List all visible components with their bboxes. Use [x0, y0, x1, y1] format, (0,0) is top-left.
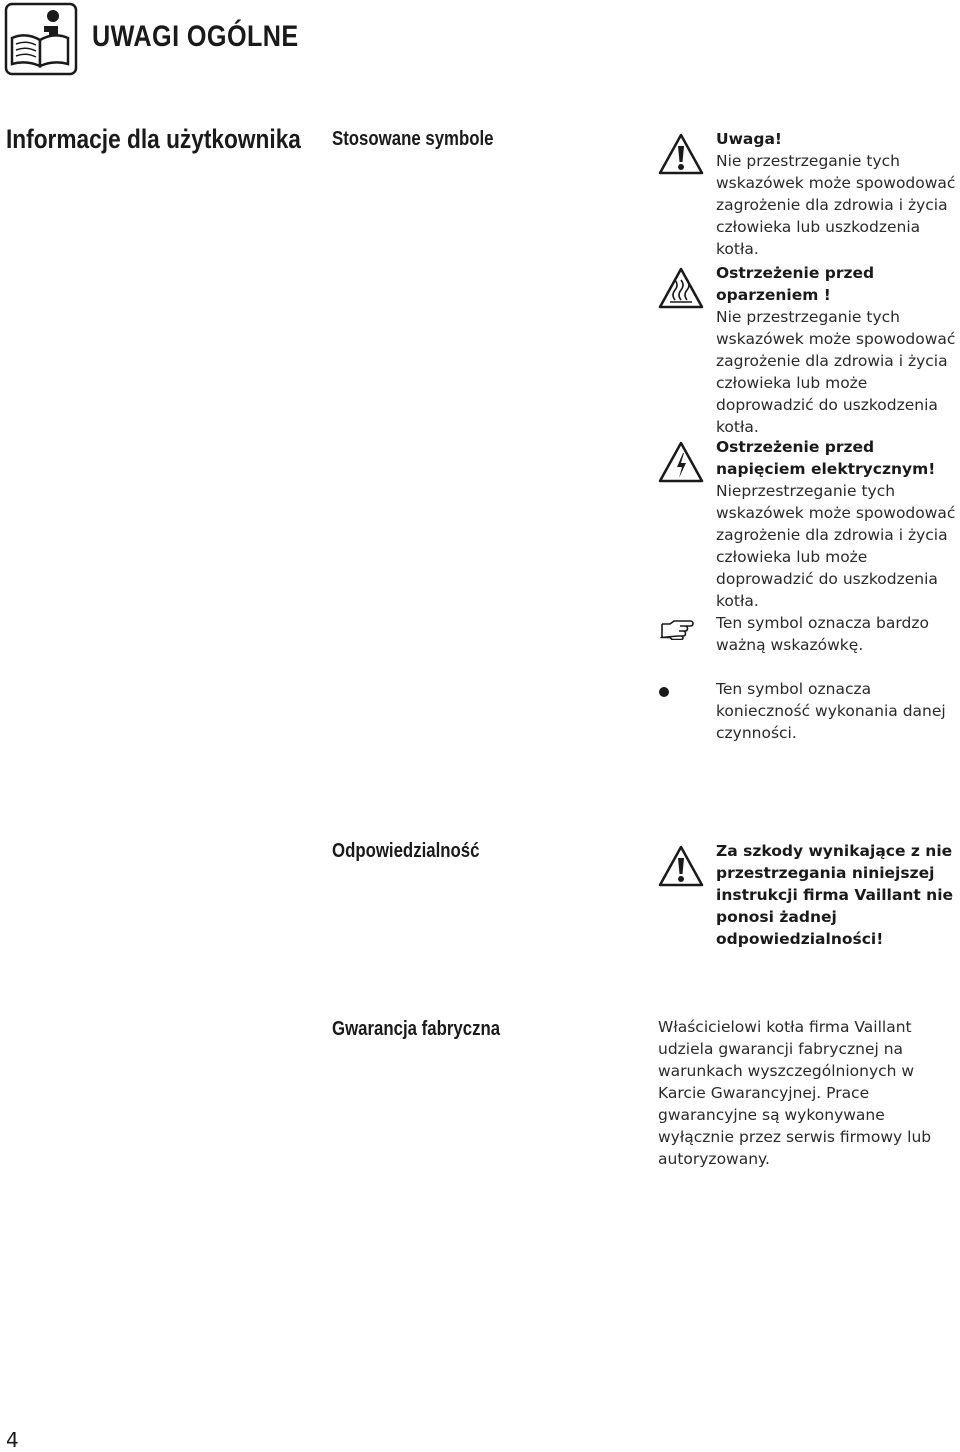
hot-surface-icon — [658, 266, 704, 310]
symbol-title: Ostrzeżenie przed oparzeniem ! — [716, 264, 875, 304]
warranty-text: Właścicielowi kotła firma Vaillant udziela gwarancji fabrycznej na warunkach wyszczególnionych w Karcie Gwarancyjnej. Prace gwarancyjne są wykonywane wyłącznie przez serwis firmowy lub autoryzowany. — [658, 1018, 932, 1168]
symbol-title: Ostrzeżenie przed napięciem elektrycznym! — [716, 438, 936, 478]
symbol-description: Nieprzestrzeganie tych wskazówek może spowodować zagrożenie dla zdrowia i życia człowieka lub może doprowadzić do uszkodzenia kotła. — [716, 482, 956, 610]
page-number: 4 — [6, 1428, 19, 1452]
warranty-heading: Gwarancja fabryczna — [332, 1018, 501, 1040]
symbols-heading: Stosowane symbole — [332, 128, 494, 150]
symbol-entry-action: Ten symbol oznacza konieczność wykonania danej czynności. — [716, 680, 946, 742]
info-book-icon — [4, 2, 78, 76]
warning-triangle-icon — [658, 844, 704, 888]
symbol-entry-burn — [716, 262, 960, 438]
section-title: Informacje dla użytkownika — [6, 124, 301, 154]
liability-heading: Odpowiedzialność — [332, 840, 480, 862]
liability-text: Za szkody wynikające z nie przestrzegania niniejszej instrukcji firma Vaillant nie ponosi żadnej odpowiedzialności! — [716, 842, 954, 948]
pointing-hand-icon — [660, 618, 694, 640]
symbol-entry-electric — [716, 436, 960, 612]
symbol-entry-warning — [716, 128, 960, 260]
electric-shock-icon — [658, 440, 704, 484]
warning-triangle-icon — [658, 132, 704, 176]
symbol-title: Uwaga! — [716, 130, 782, 148]
symbol-description: Nie przestrzeganie tych wskazówek może spowodować zagrożenie dla zdrowia i życia człowieka lub uszkodzenia kotła. — [716, 152, 956, 258]
symbol-description: Nie przestrzeganie tych wskazówek może spowodować zagrożenie dla zdrowia i życia człowieka lub może doprowadzić do uszkodzenia kotła. — [716, 308, 956, 436]
bullet-dot-icon — [659, 687, 669, 697]
page-header-title: UWAGI OGÓLNE — [92, 20, 299, 53]
symbol-entry-note: Ten symbol oznacza bardzo ważną wskazówkę. — [716, 614, 929, 654]
